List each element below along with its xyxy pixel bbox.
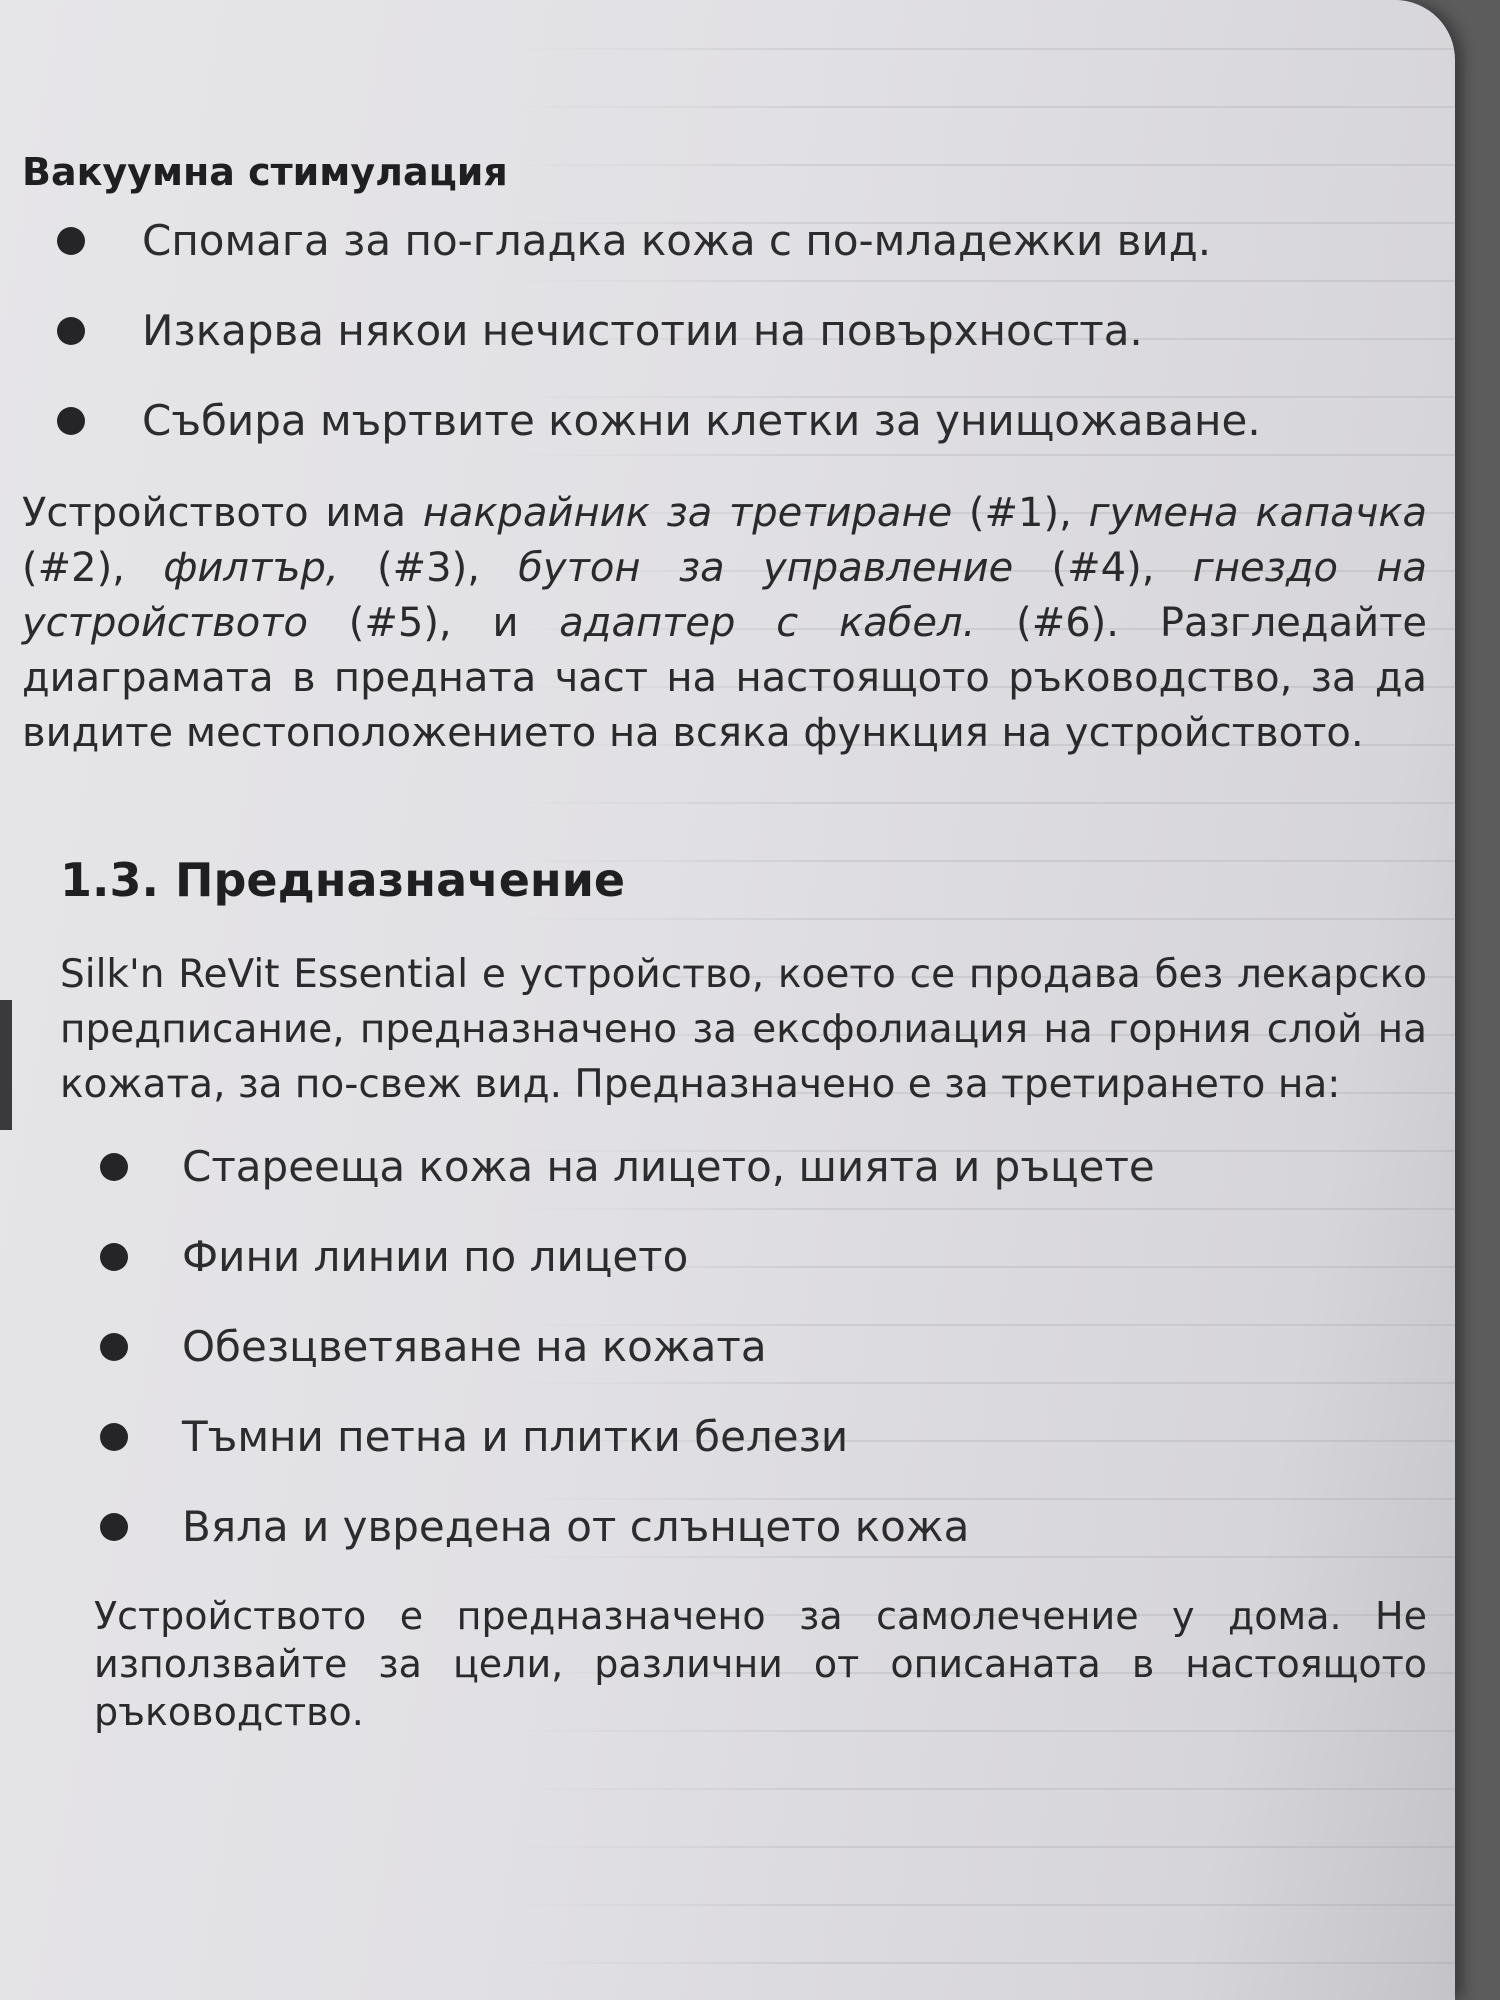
bullet-icon <box>100 1243 128 1271</box>
list-item: Обезцветяване на кожата <box>22 1322 1427 1372</box>
bullet-icon <box>100 1333 128 1361</box>
home-use-paragraph: Устройството е предназначено за самолечение у дома. Не използвайте за цели, различни от описаната в настоящото ръководство. <box>94 1594 1427 1734</box>
bullet-icon <box>100 1153 128 1181</box>
page-edge-tab <box>0 1000 12 1130</box>
bullet-icon <box>57 407 85 435</box>
list-item: Фини линии по лицето <box>22 1232 1427 1282</box>
vacuum-benefits-list <box>22 216 1427 446</box>
list-item: Вяла и увредена от слънцето кожа <box>22 1502 1427 1552</box>
device-parts-paragraph: Устройството има накрайник за третиране (#1), гумена капачка (#2), филтър, (#3), бутон за управление (#4), гнездо на устройството (#5), и адаптер с кабел. (#6). Разгледайте диаграмата в предната част на настоящото ръководство, за да видите местоположението на всяка функция на устройството. <box>22 490 1427 756</box>
treatment-list <box>22 1142 1427 1552</box>
list-item: Тъмни петна и плитки белези <box>22 1412 1427 1462</box>
list-item: Стареещa кожа на лицето, шията и ръцете <box>22 1142 1427 1192</box>
bullet-icon <box>100 1423 128 1451</box>
list-item: Спомага за по-гладка кожа с по-младежки вид. <box>22 216 1427 266</box>
page-content <box>22 150 1427 1736</box>
bullet-icon <box>57 227 85 255</box>
section-heading: 1.3. Предназначение <box>60 853 626 907</box>
list-item: Събира мъртвите кожни клетки за унищожаване. <box>22 396 1427 446</box>
bullet-icon <box>57 317 85 345</box>
list-item: Изкарва някои нечистотии на повърхността. <box>22 306 1427 356</box>
vacuum-heading: Вакуумна стимулация <box>22 150 508 194</box>
intended-use-paragraph: Silk'n ReVit Essential е устройство, което се продава без лекарско предписание, предназначено за ексфолиация на горния слой на кожата, за по-свеж вид. Предназначено е за третирането на: <box>60 952 1427 1107</box>
bullet-icon <box>100 1513 128 1541</box>
